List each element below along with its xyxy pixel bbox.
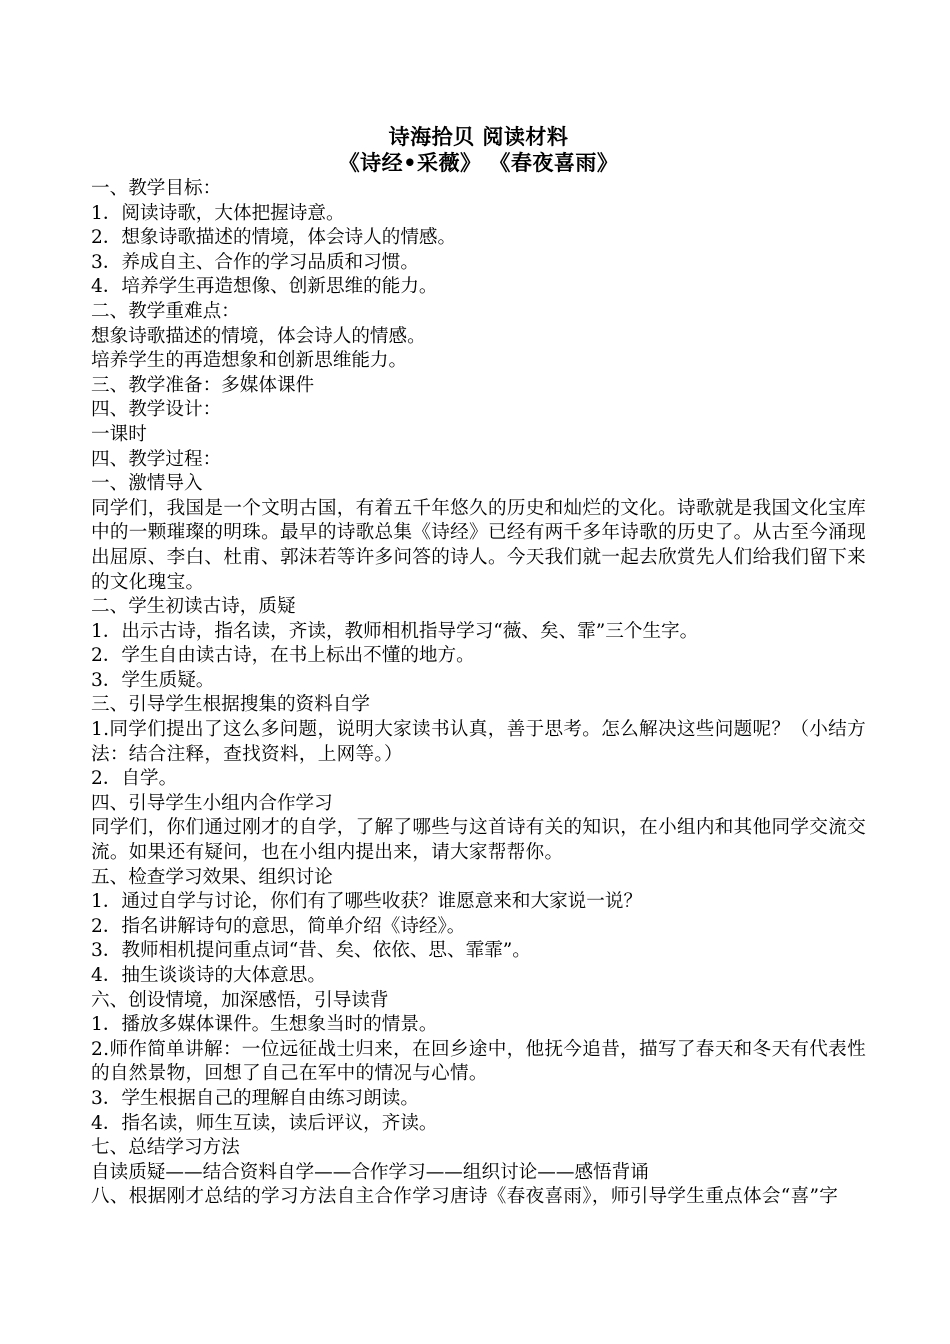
body-line: 3．教师相机提问重点词“昔、矣、依依、思、霏霏”。: [91, 940, 531, 962]
body-line: 1．通过自学与讨论，你们有了哪些收获？谁愿意来和大家说一说？: [91, 891, 643, 913]
body-line: 1．出示古诗，指名读，齐读，教师相机指导学习“薇、矣、霏”三个生字。: [91, 620, 699, 642]
body-line: 四、引导学生小组内合作学习: [91, 792, 333, 814]
body-paragraph: 八、根据刚才总结的学习方法自主合作学习唐诗《春夜喜雨》，师引导学生重点体会“喜”字: [91, 1186, 839, 1208]
body-line: 三、引导学生根据搜集的资料自学: [91, 694, 370, 716]
body-line: 3．学生质疑。: [91, 669, 215, 691]
body-line: 2．学生自由读古诗，在书上标出不懂的地方。: [91, 645, 475, 667]
body-line: 七、总结学习方法: [91, 1137, 240, 1159]
document-subtitle: 《诗经•采薇》 《春夜喜雨》: [338, 150, 619, 175]
body-line: 3．学生根据自己的理解自由练习朗读。: [91, 1087, 419, 1109]
body-line: 自读质疑——结合资料自学——合作学习——组织讨论——感悟背诵: [91, 1161, 649, 1183]
body-line: 2．想象诗歌描述的情境，体会诗人的情感。: [91, 227, 457, 249]
body-line: 培养学生的再造想象和创新思维能力。: [91, 350, 408, 372]
body-line: 四、教学设计：: [91, 399, 222, 421]
body-line: 1．阅读诗歌，大体把握诗意。: [91, 202, 345, 224]
body-line: 2．自学。: [91, 768, 178, 790]
body-line: 二、教学重难点：: [91, 300, 240, 322]
body-paragraph: 同学们，你们通过刚才的自学，了解了哪些与这首诗有关的知识，在小组内和其他同学交流交流。如果还有疑问，也在小组内提出来，请大家帮帮你。: [91, 817, 866, 864]
body-line: 3．养成自主、合作的学习品质和习惯。: [91, 251, 419, 273]
document-title: 诗海拾贝 阅读材料: [388, 124, 569, 149]
body-line: 一、教学目标：: [91, 178, 222, 199]
body-line: 4．指名读，师生互读，读后评议，齐读。: [91, 1112, 438, 1134]
body-paragraph: 2.师作简单讲解：一位远征战士归来，在回乡途中，他抚今追昔，描写了春天和冬天有代表性的自然景物，回想了自己在军中的情况与心情。: [91, 1038, 866, 1085]
body-line: 1．播放多媒体课件。生想象当时的情景。: [91, 1014, 438, 1036]
body-line: 2．指名讲解诗句的意思，简单介绍《诗经》。: [91, 915, 466, 937]
body-line: 二、学生初读古诗，质疑: [91, 596, 296, 618]
body-line: 一、激情导入: [91, 473, 203, 495]
body-line: 三、教学准备：多媒体课件: [91, 374, 315, 396]
body-paragraph: 同学们，我国是一个文明古国，有着五千年悠久的历史和灿烂的文化。诗歌就是我国文化宝库中的一颗璀璨的明珠。最早的诗歌总集《诗经》已经有两千多年诗歌的历史了。从古至今涌现出屈原、李白、杜甫、郭沫若等许多问答的诗人。今天我们就一起去欣赏先人们给我们留下来的文化瑰宝。: [91, 497, 866, 593]
body-line: 四、教学过程：: [91, 448, 222, 470]
body-line: 六、创设情境，加深感悟，引导读背: [91, 989, 389, 1011]
document-body: [91, 177, 866, 1210]
body-line: 想象诗歌描述的情境，体会诗人的情感。: [91, 325, 426, 347]
body-line: 4．培养学生再造想像、创新思维的能力。: [91, 276, 438, 298]
body-line: 五、检查学习效果、组织讨论: [91, 866, 333, 888]
document-page: [91, 124, 866, 1210]
body-paragraph: 1.同学们提出了这么多问题，说明大家读书认真，善于思考。怎么解决这些问题呢？（小结方法：结合注释，查找资料，上网等。）: [91, 719, 866, 765]
body-line: 一课时: [91, 423, 147, 445]
body-line: 4．抽生谈谈诗的大体意思。: [91, 965, 326, 986]
